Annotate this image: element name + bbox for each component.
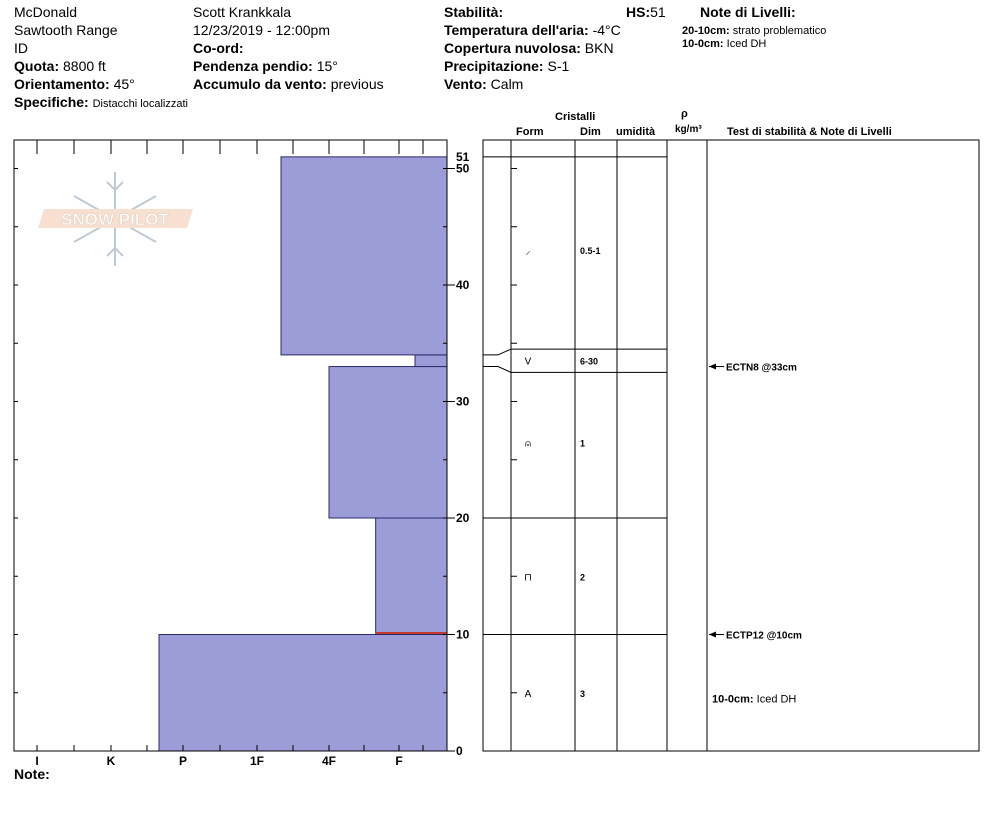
hs-label: HS: [626, 4, 651, 20]
stability-test-2: ECTP12 @10cm [726, 630, 802, 642]
aspect-value: 45° [113, 76, 135, 92]
y-tick-label: 50 [456, 161, 470, 176]
table-frame [483, 140, 979, 751]
hardness-layer-2 [376, 518, 447, 635]
precip-value: S-1 [547, 58, 570, 74]
boundary-connector [483, 349, 511, 355]
y-tick-label: 0 [456, 744, 463, 758]
precip-label: Precipitazione: [444, 58, 544, 74]
chart-layer-note-text: Iced DH [756, 693, 797, 706]
air-temp-value: -4°C [592, 22, 621, 38]
aspect-label: Orientamento: [14, 76, 110, 92]
sky-label: Copertura nuvolosa: [444, 40, 581, 56]
hardness-layer-1 [159, 635, 447, 752]
layer-note-2-range: 10-0cm: [682, 38, 724, 50]
hardness-layers [159, 157, 447, 751]
y-tick-label: 40 [456, 278, 470, 292]
dim-header: Dim [580, 126, 601, 138]
moisture-header: umidità [616, 126, 656, 138]
hardness-layer-5 [281, 157, 447, 355]
x-category-label: P [178, 754, 188, 768]
hs-value: 51 [650, 4, 666, 20]
crystal-size-4: 2 [580, 572, 586, 583]
logo-text: SNOW PILOT [61, 210, 169, 229]
crystals-header: Cristalli [555, 111, 596, 123]
rho-header: ρ [681, 108, 688, 120]
hardness-layer-4 [415, 355, 447, 367]
boundary-connector [483, 367, 511, 373]
notes-label: Note: [14, 766, 50, 782]
crystal-form-2: V [524, 356, 532, 368]
wind-load-value: previous [330, 76, 384, 92]
x-category-label: 1F [249, 754, 265, 768]
tests-header: Test di stabilità & Note di Livelli [727, 126, 892, 138]
observer-name: Scott Krankkala [193, 4, 292, 20]
density-unit-header: kg/m³ [675, 124, 702, 135]
crystal-form-1: ⸝ [525, 246, 531, 258]
x-category-label: I [35, 754, 39, 768]
crystal-size-3: 1 [580, 438, 586, 449]
right-table [483, 140, 979, 751]
elevation-label: Quota: [14, 58, 60, 74]
slope-value: 15° [316, 58, 338, 74]
crystal-size-5: 3 [580, 688, 586, 699]
layer-note-1-text: strato problematico [732, 25, 827, 37]
crystal-form-3: ⍝ [525, 438, 531, 450]
y-tick-label: 20 [456, 511, 470, 525]
y-tick-label: 10 [456, 627, 470, 642]
x-category-label: K [106, 754, 116, 768]
chart-layer-note-range: 10-0cm: [712, 693, 757, 706]
wind-value: Calm [490, 76, 524, 92]
snow-pilot-logo [38, 172, 193, 266]
layer-note-1-range: 20-10cm: [682, 25, 730, 37]
hardness-layer-3 [329, 367, 447, 518]
layer-note-2-text: Iced DH [726, 38, 767, 50]
specifics-value: Distacchi localizzati [92, 98, 188, 110]
y-tick-label: 30 [456, 394, 470, 409]
slope-label: Pendenza pendio: [193, 58, 313, 74]
sky-value: BKN [584, 40, 614, 56]
stability-label: Stabilità: [444, 4, 504, 20]
chart-layer-note-1 [712, 694, 796, 706]
stability-test-1: ECTN8 @33cm [726, 362, 797, 374]
form-header: Form [516, 126, 544, 138]
air-temp-label: Temperatura dell'aria: [444, 22, 589, 38]
observation-datetime: 12/23/2019 - 12:00pm [193, 22, 330, 38]
test-arrow-head-2 [709, 632, 716, 638]
location-name: McDonald [14, 4, 78, 20]
layer-notes-title: Note di Livelli: [700, 4, 796, 20]
range-name: Sawtooth Range [14, 22, 118, 38]
crystal-size-2: 6-30 [580, 356, 599, 367]
test-arrow-head-1 [709, 364, 716, 370]
x-category-label: F [395, 754, 403, 768]
crystal-form-4: ⊓ [524, 572, 532, 584]
crystal-form-5: A [524, 688, 532, 700]
state-name: ID [14, 40, 28, 56]
crystal-size-1: 0.5-1 [580, 246, 601, 257]
coord-label: Co-ord: [193, 40, 244, 56]
wind-load-label: Accumulo da vento: [193, 76, 327, 92]
specifics-label: Specifiche: [14, 94, 89, 110]
wind-label: Vento: [444, 76, 487, 92]
x-category-label: 4F [321, 754, 337, 768]
elevation-value: 8800 ft [63, 58, 106, 74]
y-top-label: 51 [456, 150, 470, 164]
